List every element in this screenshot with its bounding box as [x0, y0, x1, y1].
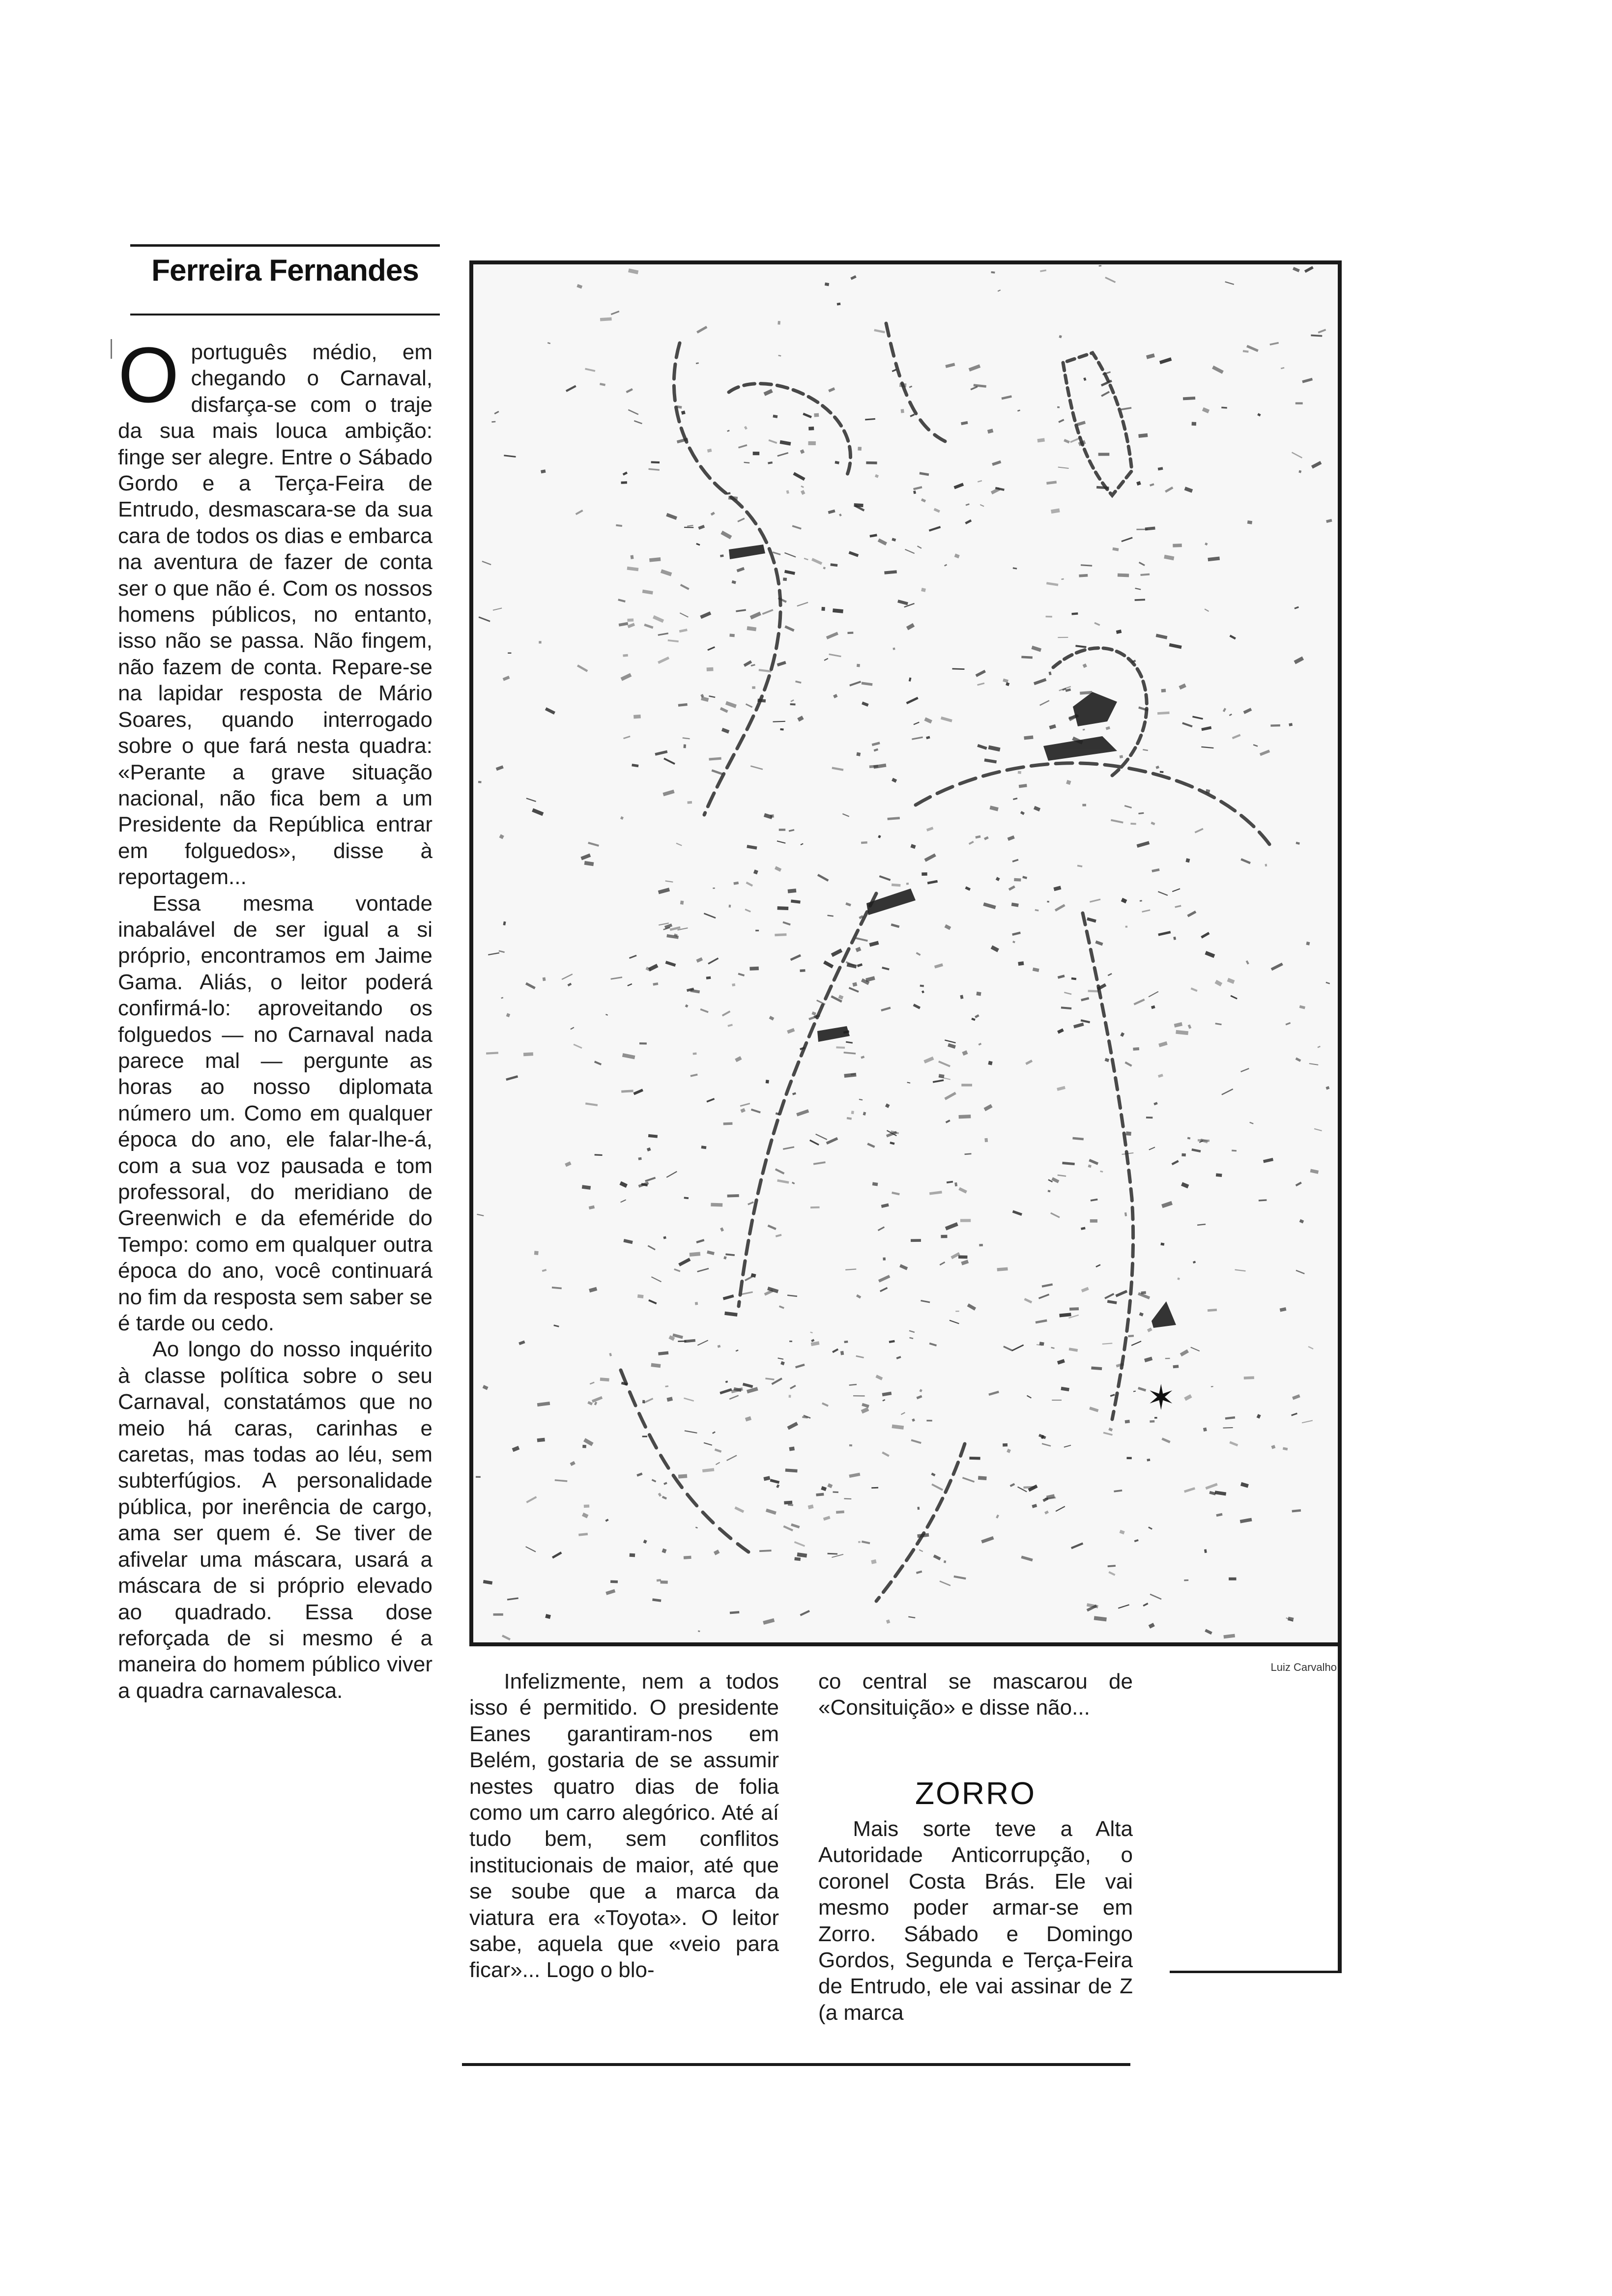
photo-credit: Luiz Carvalho	[1270, 1661, 1337, 1673]
drop-cap: O	[118, 331, 179, 419]
photo-star-mark: ✶	[1147, 1378, 1176, 1418]
zorro-subheading: ZORRO	[915, 1776, 1036, 1811]
article-column-1	[118, 331, 432, 1704]
byline-rule	[130, 314, 440, 316]
left-column-divider	[111, 339, 112, 359]
paragraph-3: Ao longo do nosso inquérito à classe política sobre o seu Carnaval, constatámos que no meio há caras, carinhas e caretas, mas todas ao léu, sem subterfúgios. A personalidade pública, por inerência de cargo, ama ser quem é. Se tiver de afivelar uma máscara, usará a máscara de si próprio elevado ao quadrado. Essa dose reforçada de si mesmo é a maneira do homem público viver a quadra carnavalesca.	[118, 1337, 432, 1703]
paragraph-1-text: português médio, em chegando o Carnaval, disfarça-se com o traje da sua mais louca ambição: finge ser alegre. Entre o Sábado Gordo e a Terça-Feira de Entrudo, desmascara-se da sua cara de todos os dias e embarca na aventura de fazer de conta ser o que não é. Com os nossos homens públicos, no entanto, isso não se passa. Não fingem, não fazem de conta. Repare-se na lapidar resposta de Mário Soares, quando interrogado sobre o que fará nesta quadra: «Perante a grave situação nacional, não fica bem a um Presidente da República entrar em folguedos», disse à reportagem...	[118, 340, 432, 890]
carnival-photo-image	[473, 264, 1338, 1643]
article-column-3	[818, 1668, 1133, 1772]
column-3-paragraph: Mais sorte teve a Alta Autoridade Anticorrupção, o coronel Costa Brás. Ele vai mesmo poder armar-se em Zorro. Sábado e Domingo Gordos, Segunda e Terça-Feira de Entrudo, ele vai assinar de Z (a marca	[818, 1817, 1133, 2025]
byline: Ferreira Fernandes	[151, 254, 419, 287]
right-frame-foot-rule	[1170, 1971, 1342, 1973]
paragraph-2: Essa mesma vontade inabalável de ser igual a si próprio, encontramos em Jaime Gama. Aliás, o leitor poderá confirmá-lo: aproveitando os folguedos — no Carnaval nada parece mal — pergunte as horas ao nosso diplomata número um. Como em qualquer época do ano, ele falar-lhe-á, com a sua voz pausada e tom professoral, do meridiano de Greenwich e da efeméride do Tempo: como em qualquer outra época do ano, você continuará no fim da resposta sem saber se é tarde ou cedo.	[118, 891, 432, 1336]
bottom-rule	[462, 2063, 1130, 2066]
article-column-3b	[818, 1816, 1133, 2026]
top-rule	[130, 244, 440, 247]
article-column-2	[469, 1668, 779, 1983]
column-2-paragraph: Infelizmente, nem a todos isso é permitido. O presidente Eanes garantiram-nos em Belém, gostaria de se assumir nestes quatro dias de folia como um carro alegórico. Até aí tudo bem, sem conflitos institucionais de maior, até que se soube que a marca da viatura era «Toyota». O leitor sabe, aquela que «veio para ficar»... Logo o blo-	[469, 1669, 779, 1982]
carnival-photo	[469, 260, 1342, 1646]
column-3-lead-in: co central se mascarou de «Consituição» e disse não...	[818, 1669, 1133, 1720]
paragraph-1	[118, 331, 432, 890]
